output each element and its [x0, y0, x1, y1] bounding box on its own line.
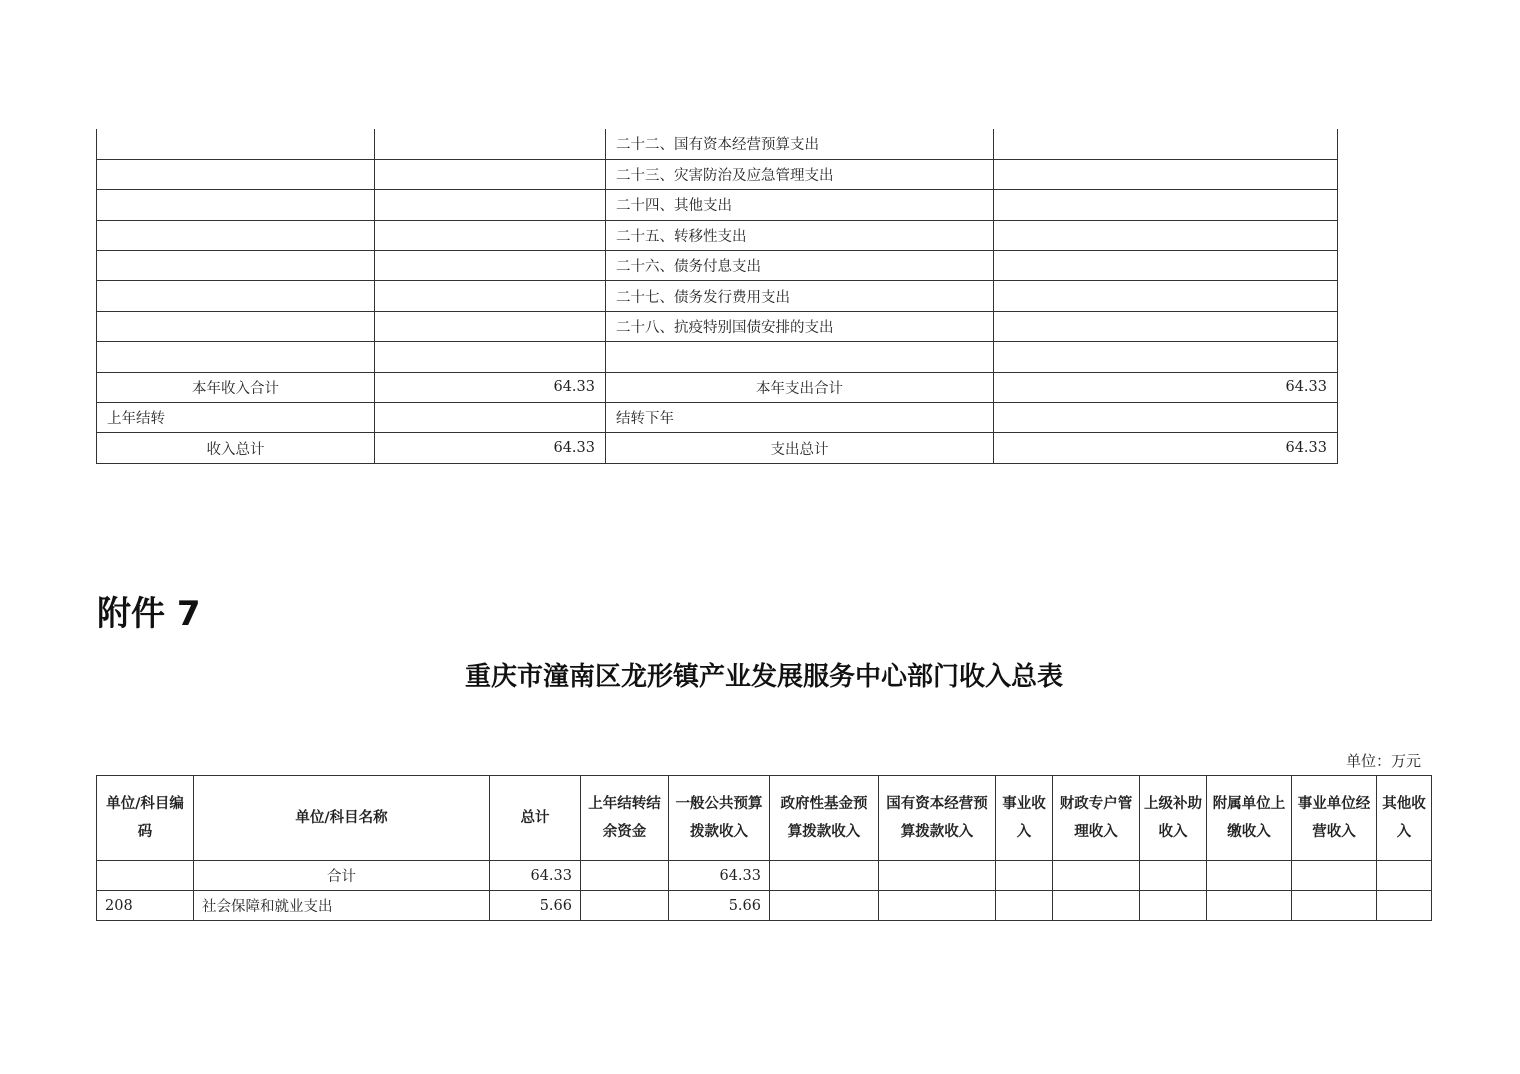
affiliate-remit-cell	[1207, 891, 1292, 921]
income-item-cell	[97, 159, 375, 189]
operating-income-cell	[1292, 861, 1377, 891]
expenditure-amount-cell	[994, 311, 1338, 341]
table-header-row	[97, 776, 1432, 861]
carryover-row	[97, 403, 1338, 433]
name-cell: 社会保障和就业支出	[194, 891, 490, 921]
income-item-cell	[97, 220, 375, 250]
table-row	[97, 281, 1338, 311]
expenditure-item-cell: 二十七、债务发行费用支出	[606, 281, 994, 311]
income-grand-total-value: 64.33	[375, 433, 606, 463]
annual-income-total-value: 64.33	[375, 372, 606, 402]
income-item-cell	[97, 251, 375, 281]
special-account-cell	[1053, 891, 1140, 921]
prior-year-carryover-label: 上年结转	[97, 403, 375, 433]
table-row	[97, 220, 1338, 250]
header-total: 总计	[490, 776, 581, 861]
header-superior-subsidy: 上级补助收入	[1140, 776, 1207, 861]
income-item-cell	[97, 129, 375, 159]
income-expenditure-table	[96, 129, 1338, 464]
table-row	[97, 311, 1338, 341]
unit-label: 单位：万元	[1345, 752, 1421, 770]
carry-to-next-year-label: 结转下年	[606, 403, 994, 433]
annual-expenditure-total-value: 64.33	[994, 372, 1338, 402]
special-account-cell	[1053, 861, 1140, 891]
report-title: 重庆市潼南区龙形镇产业发展服务中心部门收入总表	[464, 662, 1063, 692]
gov-fund-cell	[770, 861, 879, 891]
department-income-table	[96, 775, 1432, 921]
carry-to-next-year-value	[994, 403, 1338, 433]
income-amount-cell	[375, 159, 606, 189]
header-gov-fund: 政府性基金预算拨款收入	[770, 776, 879, 861]
expenditure-amount-cell	[994, 281, 1338, 311]
expenditure-item-cell: 二十二、国有资本经营预算支出	[606, 129, 994, 159]
income-amount-cell	[375, 251, 606, 281]
superior-subsidy-cell	[1140, 891, 1207, 921]
other-income-cell	[1377, 861, 1432, 891]
income-amount-cell	[375, 129, 606, 159]
header-state-capital: 国有资本经营预算拨款收入	[879, 776, 996, 861]
expenditure-grand-total-value: 64.33	[994, 433, 1338, 463]
header-operating-income: 事业单位经营收入	[1292, 776, 1377, 861]
state-capital-cell	[879, 861, 996, 891]
income-amount-cell	[375, 342, 606, 372]
annual-expenditure-total-label: 本年支出合计	[606, 372, 994, 402]
income-item-cell	[97, 281, 375, 311]
table-row	[97, 190, 1338, 220]
income-amount-cell	[375, 281, 606, 311]
prior-carryover-cell	[581, 861, 669, 891]
expenditure-item-cell: 二十五、转移性支出	[606, 220, 994, 250]
business-income-cell	[996, 891, 1053, 921]
annual-total-row	[97, 372, 1338, 402]
expenditure-amount-cell	[994, 251, 1338, 281]
annual-income-total-label: 本年收入合计	[97, 372, 375, 402]
general-budget-cell: 5.66	[669, 891, 770, 921]
income-amount-cell	[375, 311, 606, 341]
income-item-cell	[97, 190, 375, 220]
expenditure-item-cell: 二十四、其他支出	[606, 190, 994, 220]
table-row	[97, 891, 1432, 921]
name-cell: 合计	[194, 861, 490, 891]
table-row	[97, 159, 1338, 189]
state-capital-cell	[879, 891, 996, 921]
superior-subsidy-cell	[1140, 861, 1207, 891]
header-business-income: 事业收入	[996, 776, 1053, 861]
code-cell	[97, 861, 194, 891]
code-cell: 208	[97, 891, 194, 921]
header-general-budget: 一般公共预算拨款收入	[669, 776, 770, 861]
expenditure-amount-cell	[994, 129, 1338, 159]
operating-income-cell	[1292, 891, 1377, 921]
table-row	[97, 342, 1338, 372]
table-row	[97, 251, 1338, 281]
other-income-cell	[1377, 891, 1432, 921]
income-item-cell	[97, 311, 375, 341]
grand-total-row	[97, 433, 1338, 463]
header-code: 单位/科目编码	[97, 776, 194, 861]
header-other-income: 其他收入	[1377, 776, 1432, 861]
expenditure-amount-cell	[994, 220, 1338, 250]
header-name: 单位/科目名称	[194, 776, 490, 861]
income-amount-cell	[375, 220, 606, 250]
total-cell: 5.66	[490, 891, 581, 921]
table-row	[97, 861, 1432, 891]
income-amount-cell	[375, 190, 606, 220]
expenditure-grand-total-label: 支出总计	[606, 433, 994, 463]
table-row	[97, 129, 1338, 159]
expenditure-amount-cell	[994, 159, 1338, 189]
prior-carryover-cell	[581, 891, 669, 921]
expenditure-item-cell	[606, 342, 994, 372]
expenditure-item-cell: 二十八、抗疫特别国债安排的支出	[606, 311, 994, 341]
expenditure-item-cell: 二十三、灾害防治及应急管理支出	[606, 159, 994, 189]
gov-fund-cell	[770, 891, 879, 921]
attachment-heading: 附件 7	[97, 594, 201, 634]
prior-year-carryover-value	[375, 403, 606, 433]
total-cell: 64.33	[490, 861, 581, 891]
expenditure-amount-cell	[994, 342, 1338, 372]
business-income-cell	[996, 861, 1053, 891]
affiliate-remit-cell	[1207, 861, 1292, 891]
income-item-cell	[97, 342, 375, 372]
income-grand-total-label: 收入总计	[97, 433, 375, 463]
header-prior-carryover: 上年结转结余资金	[581, 776, 669, 861]
header-affiliate-remit: 附属单位上缴收入	[1207, 776, 1292, 861]
expenditure-amount-cell	[994, 190, 1338, 220]
header-special-account: 财政专户管理收入	[1053, 776, 1140, 861]
expenditure-item-cell: 二十六、债务付息支出	[606, 251, 994, 281]
general-budget-cell: 64.33	[669, 861, 770, 891]
